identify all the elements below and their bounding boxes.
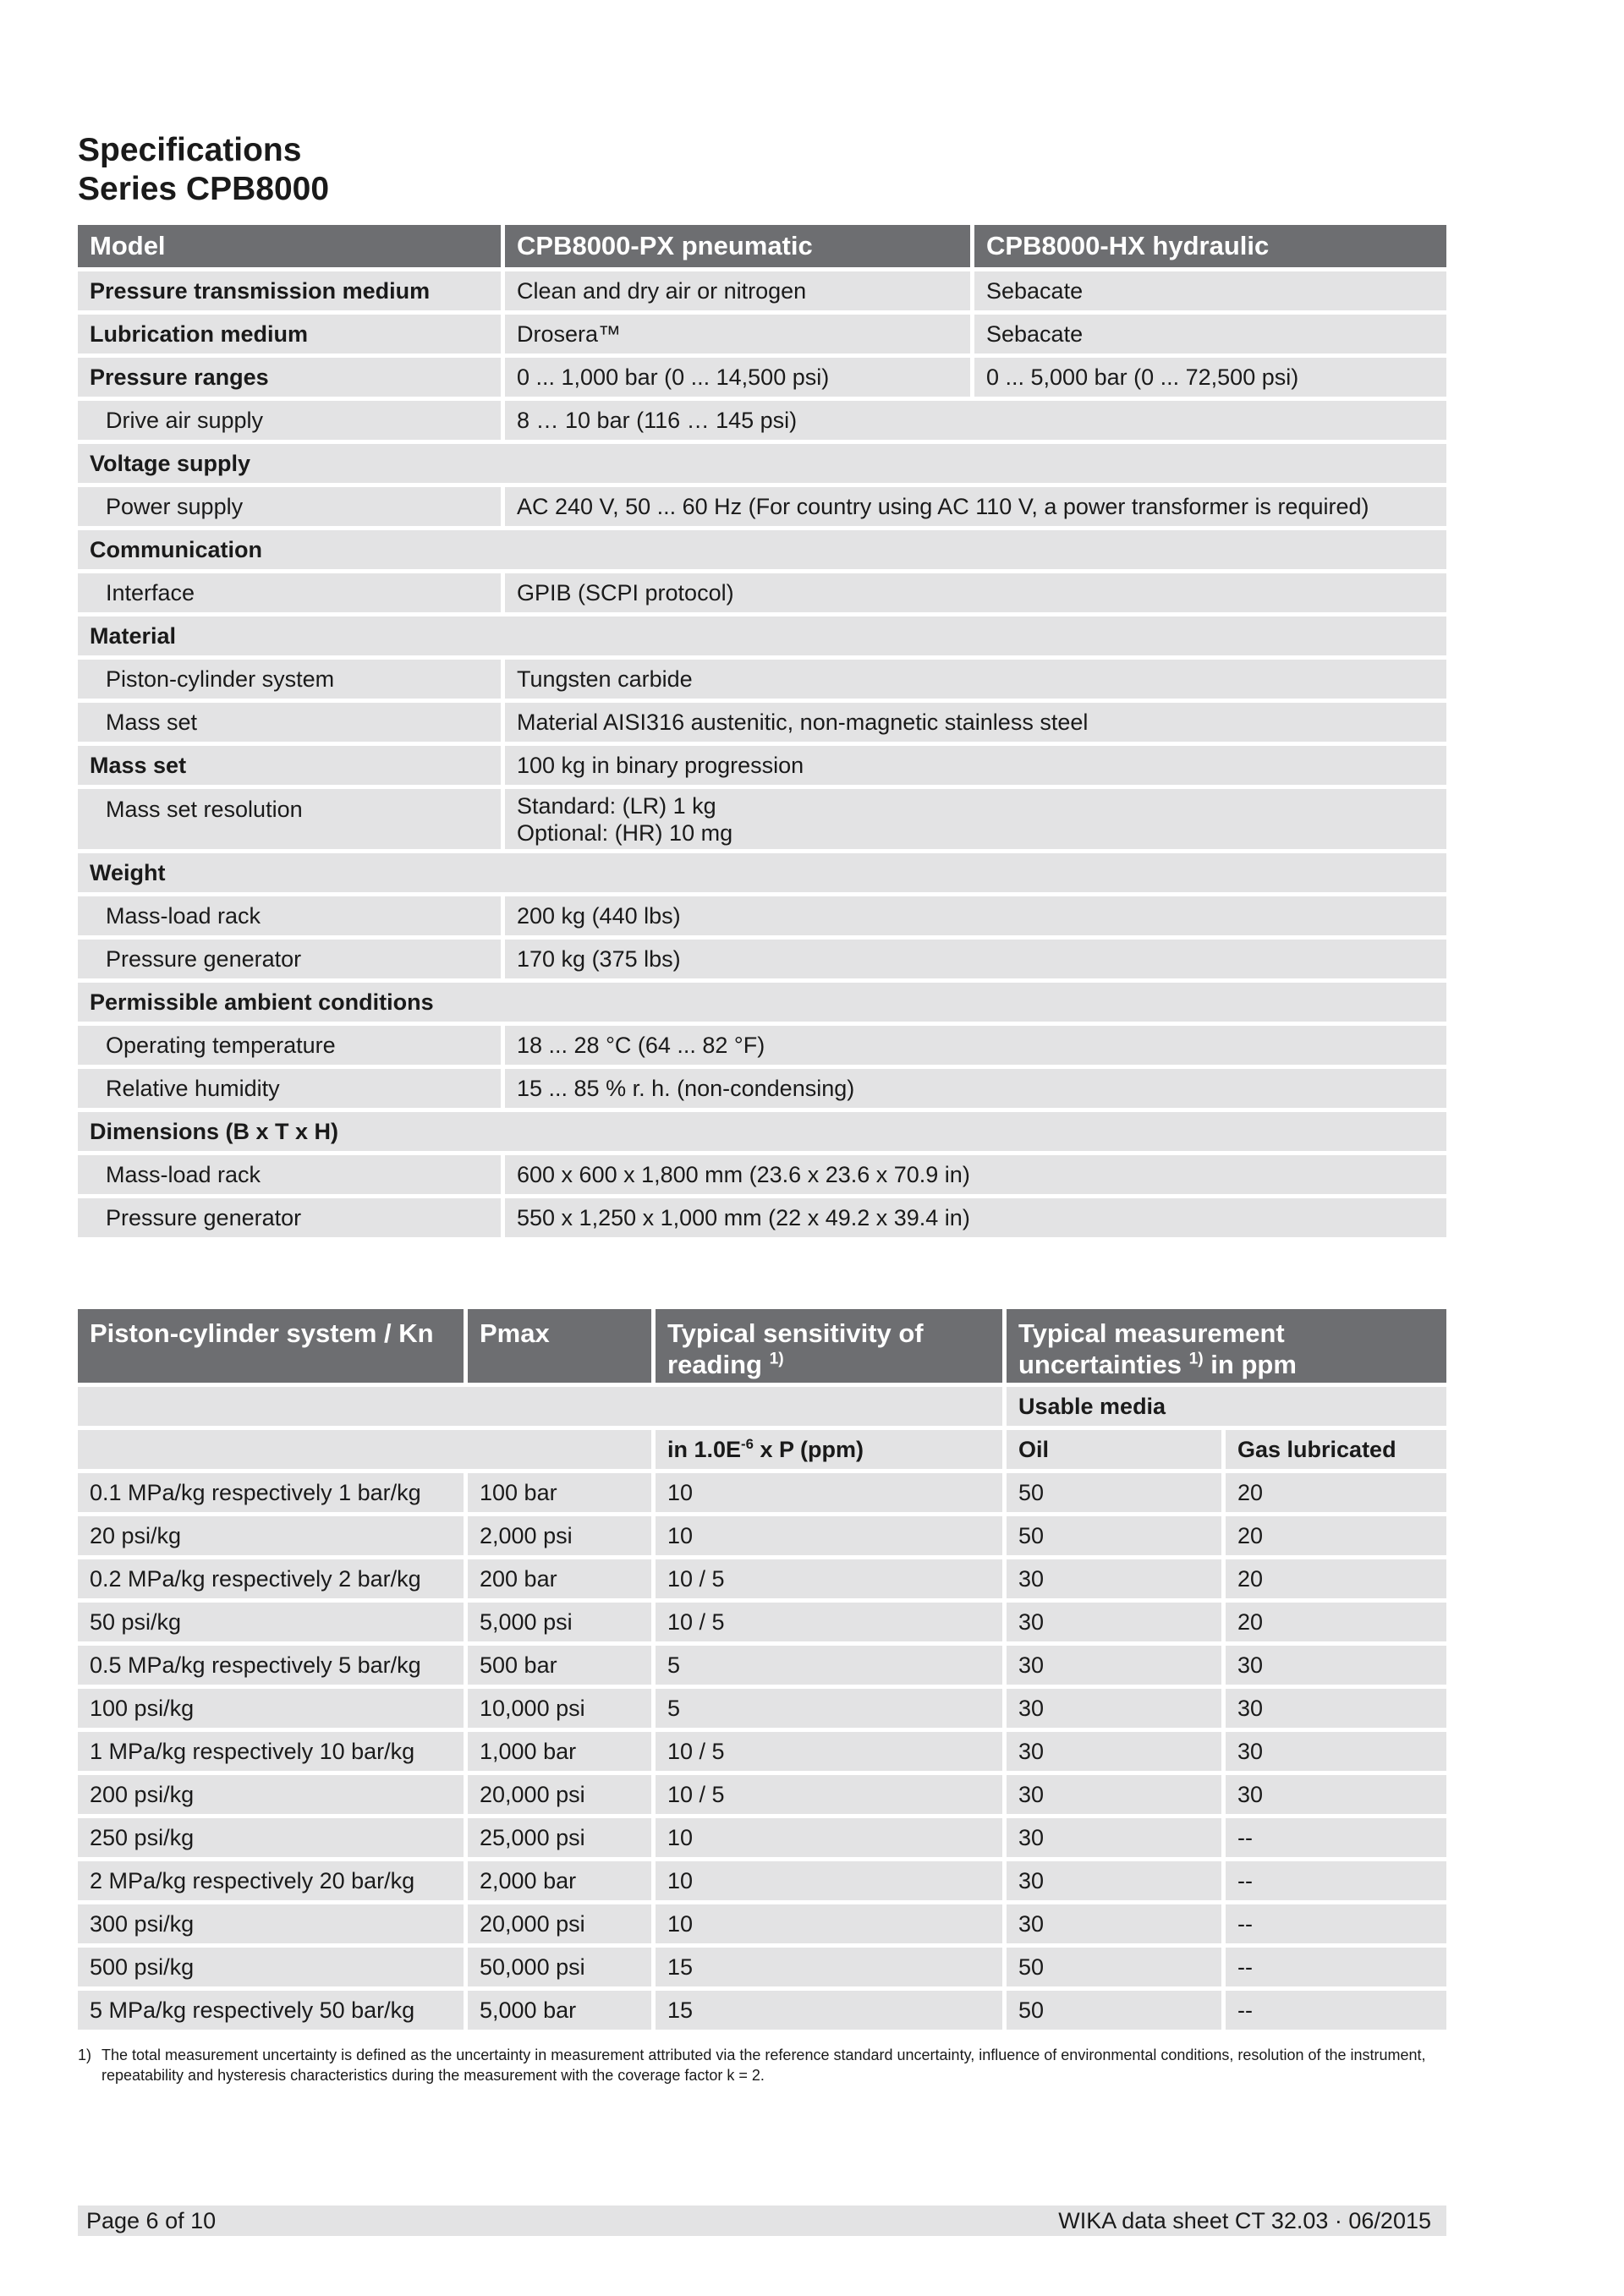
- row-label: Relative humidity: [78, 1069, 505, 1112]
- cell-system: 50 psi/kg: [78, 1603, 468, 1646]
- usable-media-label: Usable media: [1007, 1387, 1446, 1430]
- sensitivity-unit-label: [656, 1430, 1007, 1473]
- cell-system: 2 MPa/kg respectively 20 bar/kg: [78, 1861, 468, 1904]
- cell-gas: --: [1226, 1861, 1446, 1904]
- cell-pmax: 20,000 psi: [468, 1775, 656, 1818]
- sensitivity-unit-sup: -6: [741, 1435, 754, 1452]
- table-row: [78, 1948, 1446, 1991]
- table-row: [78, 1155, 1446, 1198]
- cell-gas: 20: [1226, 1559, 1446, 1603]
- cell-system: 200 psi/kg: [78, 1775, 468, 1818]
- section-row: [78, 616, 1446, 660]
- pc-header-row: [78, 1309, 1446, 1387]
- cell-gas: --: [1226, 1948, 1446, 1991]
- cell-gas: 20: [1226, 1603, 1446, 1646]
- cell-value: 15 ... 85 % r. h. (non-condensing): [505, 1069, 1446, 1112]
- page-title: [78, 131, 329, 209]
- cell-px: Clean and dry air or nitrogen: [505, 271, 974, 315]
- row-label: Mass set: [78, 746, 505, 789]
- table-row: [78, 940, 1446, 983]
- cell-sensitivity: 10: [656, 1473, 1007, 1516]
- gas-label: Gas lubricated: [1226, 1430, 1446, 1473]
- row-label: Interface: [78, 573, 505, 616]
- row-label: Pressure transmission medium: [78, 271, 505, 315]
- value-line-2: Optional: (HR) 10 mg: [517, 819, 733, 846]
- blank-cell: [78, 1387, 1007, 1430]
- cell-px: 0 ... 1,000 bar (0 ... 14,500 psi): [505, 358, 974, 401]
- cell-gas: --: [1226, 1818, 1446, 1861]
- cell-sensitivity: 10 / 5: [656, 1559, 1007, 1603]
- cell-oil: 50: [1007, 1991, 1226, 2034]
- value-line-1: Standard: (LR) 1 kg: [517, 792, 716, 819]
- header-sensitivity-text: Typical sensitivity of reading: [667, 1318, 924, 1379]
- page-number: Page 6 of 10: [86, 2207, 217, 2233]
- cell-value: AC 240 V, 50 ... 60 Hz (For country using AC 110 V, a power transformer is required): [505, 487, 1446, 530]
- piston-cylinder-table: [78, 1309, 1446, 2034]
- cell-sensitivity: 5: [656, 1646, 1007, 1689]
- cell-system: 500 psi/kg: [78, 1948, 468, 1991]
- table-row: [78, 703, 1446, 746]
- cell-sensitivity: 10: [656, 1818, 1007, 1861]
- cell-sensitivity: 15: [656, 1991, 1007, 2034]
- pc-subheader-row-2: [78, 1430, 1446, 1473]
- cell-sensitivity: 10: [656, 1861, 1007, 1904]
- cell-gas: --: [1226, 1904, 1446, 1948]
- cell-system: 1 MPa/kg respectively 10 bar/kg: [78, 1732, 468, 1775]
- cell-sensitivity: 10: [656, 1904, 1007, 1948]
- table-row: [78, 271, 1446, 315]
- cell-gas: 30: [1226, 1689, 1446, 1732]
- cell-pmax: 1,000 bar: [468, 1732, 656, 1775]
- table-row: [78, 1904, 1446, 1948]
- row-label: Mass set resolution: [78, 789, 505, 853]
- row-label: Drive air supply: [78, 401, 505, 444]
- table-row: [78, 1646, 1446, 1689]
- cell-gas: 30: [1226, 1646, 1446, 1689]
- cell-oil: 50: [1007, 1473, 1226, 1516]
- page-footer: [78, 2206, 1446, 2236]
- cell-pmax: 100 bar: [468, 1473, 656, 1516]
- table-row: [78, 573, 1446, 616]
- cell-value: 8 … 10 bar (116 … 145 psi): [505, 401, 1446, 444]
- cell-pmax: 5,000 bar: [468, 1991, 656, 2034]
- cell-gas: --: [1226, 1991, 1446, 2034]
- cell-value: 550 x 1,250 x 1,000 mm (22 x 49.2 x 39.4 in): [505, 1198, 1446, 1241]
- cell-value: 600 x 600 x 1,800 mm (23.6 x 23.6 x 70.9 in): [505, 1155, 1446, 1198]
- table-row: [78, 1991, 1446, 2034]
- cell-system: 100 psi/kg: [78, 1689, 468, 1732]
- cell-oil: 50: [1007, 1516, 1226, 1559]
- cell-value: 170 kg (375 lbs): [505, 940, 1446, 983]
- table-row: [78, 358, 1446, 401]
- cell-sensitivity: 10 / 5: [656, 1775, 1007, 1818]
- cell-system: 0.2 MPa/kg respectively 2 bar/kg: [78, 1559, 468, 1603]
- cell-system: 250 psi/kg: [78, 1818, 468, 1861]
- cell-oil: 30: [1007, 1732, 1226, 1775]
- blank-cell: [78, 1430, 656, 1473]
- cell-px: Drosera™: [505, 315, 974, 358]
- table-row: [78, 746, 1446, 789]
- table-row: [78, 896, 1446, 940]
- cell-pmax: 5,000 psi: [468, 1603, 656, 1646]
- section-label: Voltage supply: [78, 444, 1446, 487]
- footnote: [78, 2045, 1446, 2085]
- table-row: [78, 1861, 1446, 1904]
- cell-sensitivity: 10 / 5: [656, 1603, 1007, 1646]
- cell-value: 100 kg in binary progression: [505, 746, 1446, 789]
- cell-gas: 20: [1226, 1516, 1446, 1559]
- section-label: Communication: [78, 530, 1446, 573]
- header-model: Model: [78, 225, 505, 271]
- cell-oil: 30: [1007, 1861, 1226, 1904]
- cell-pmax: 500 bar: [468, 1646, 656, 1689]
- cell-gas: 20: [1226, 1473, 1446, 1516]
- cell-gas: 30: [1226, 1775, 1446, 1818]
- cell-system: 300 psi/kg: [78, 1904, 468, 1948]
- cell-pmax: 20,000 psi: [468, 1904, 656, 1948]
- table-row: [78, 1775, 1446, 1818]
- row-label: Pressure generator: [78, 940, 505, 983]
- document-reference: WIKA data sheet CT 32.03 · 06/2015: [1058, 2207, 1431, 2233]
- header-uncertainty-text-a: Typical measurement uncertainties: [1018, 1318, 1285, 1379]
- footnote-text: The total measurement uncertainty is defined as the uncertainty in measurement attributed via the reference standard uncertainty, influence of environmental conditions, resolution of the instrument, repeatability and hysteresis characteristics during the measurement with the coverage factor k = 2.: [102, 2047, 1426, 2084]
- section-label: Dimensions (B x T x H): [78, 1112, 1446, 1155]
- pc-body: [78, 1473, 1446, 2034]
- cell-pmax: 2,000 bar: [468, 1861, 656, 1904]
- header-hx: CPB8000-HX hydraulic: [974, 225, 1446, 271]
- table-row: [78, 789, 1446, 853]
- title-line-1: Specifications: [78, 132, 302, 168]
- sensitivity-unit-b: x P (ppm): [760, 1436, 864, 1462]
- cell-pmax: 25,000 psi: [468, 1818, 656, 1861]
- specifications-table: [78, 225, 1446, 1241]
- cell-value: [505, 789, 1446, 853]
- row-label: Mass-load rack: [78, 1155, 505, 1198]
- section-row: [78, 983, 1446, 1026]
- table-row: [78, 487, 1446, 530]
- row-label: Mass set: [78, 703, 505, 746]
- cell-oil: 30: [1007, 1603, 1226, 1646]
- table-row: [78, 315, 1446, 358]
- table-row: [78, 1069, 1446, 1112]
- cell-system: 0.1 MPa/kg respectively 1 bar/kg: [78, 1473, 468, 1516]
- cell-sensitivity: 5: [656, 1689, 1007, 1732]
- row-label: Operating temperature: [78, 1026, 505, 1069]
- cell-system: 5 MPa/kg respectively 50 bar/kg: [78, 1991, 468, 2034]
- section-row: [78, 853, 1446, 896]
- header-system: Piston-cylinder system / Kn: [78, 1309, 468, 1387]
- cell-sensitivity: 10 / 5: [656, 1732, 1007, 1775]
- cell-hx: Sebacate: [974, 271, 1446, 315]
- header-uncertainty: [1007, 1309, 1446, 1387]
- cell-value: GPIB (SCPI protocol): [505, 573, 1446, 616]
- cell-pmax: 50,000 psi: [468, 1948, 656, 1991]
- table-row: [78, 1026, 1446, 1069]
- table-row: [78, 401, 1446, 444]
- cell-pmax: 10,000 psi: [468, 1689, 656, 1732]
- section-row: [78, 530, 1446, 573]
- cell-oil: 30: [1007, 1818, 1226, 1861]
- cell-oil: 50: [1007, 1948, 1226, 1991]
- cell-pmax: 200 bar: [468, 1559, 656, 1603]
- cell-value: 18 ... 28 °C (64 ... 82 °F): [505, 1026, 1446, 1069]
- section-label: Material: [78, 616, 1446, 660]
- cell-system: 20 psi/kg: [78, 1516, 468, 1559]
- header-uncertainty-sup: 1): [1188, 1350, 1204, 1368]
- section-row: [78, 1112, 1446, 1155]
- header-uncertainty-text-b: in ppm: [1210, 1350, 1297, 1379]
- cell-value: Material AISI316 austenitic, non-magnetic stainless steel: [505, 703, 1446, 746]
- footnote-number: 1): [78, 2047, 92, 2063]
- header-pmax: Pmax: [468, 1309, 656, 1387]
- cell-oil: 30: [1007, 1559, 1226, 1603]
- cell-system: 0.5 MPa/kg respectively 5 bar/kg: [78, 1646, 468, 1689]
- table-row: [78, 1818, 1446, 1861]
- header-sensitivity-sup: 1): [769, 1350, 784, 1368]
- table-row: [78, 1559, 1446, 1603]
- cell-value: 200 kg (440 lbs): [505, 896, 1446, 940]
- row-label: Lubrication medium: [78, 315, 505, 358]
- table-row: [78, 1689, 1446, 1732]
- cell-gas: 30: [1226, 1732, 1446, 1775]
- table-row: [78, 1473, 1446, 1516]
- cell-sensitivity: 15: [656, 1948, 1007, 1991]
- header-sensitivity: [656, 1309, 1007, 1387]
- row-label: Mass-load rack: [78, 896, 505, 940]
- table-row: [78, 1198, 1446, 1241]
- header-px: CPB8000-PX pneumatic: [505, 225, 974, 271]
- title-line-2: Series CPB8000: [78, 171, 330, 207]
- table-row: [78, 1516, 1446, 1559]
- section-label: Weight: [78, 853, 1446, 896]
- cell-hx: Sebacate: [974, 315, 1446, 358]
- sensitivity-unit-a: in 1.0E: [667, 1436, 742, 1462]
- row-label: Pressure generator: [78, 1198, 505, 1241]
- cell-oil: 30: [1007, 1775, 1226, 1818]
- pc-subheader-row-1: [78, 1387, 1446, 1430]
- cell-oil: 30: [1007, 1689, 1226, 1732]
- cell-sensitivity: 10: [656, 1516, 1007, 1559]
- section-label: Permissible ambient conditions: [78, 983, 1446, 1026]
- row-label: Pressure ranges: [78, 358, 505, 401]
- cell-value: Tungsten carbide: [505, 660, 1446, 703]
- section-row: [78, 444, 1446, 487]
- table-row: [78, 660, 1446, 703]
- cell-oil: 30: [1007, 1646, 1226, 1689]
- table-row: [78, 1603, 1446, 1646]
- cell-hx: 0 ... 5,000 bar (0 ... 72,500 psi): [974, 358, 1446, 401]
- table-row: [78, 1732, 1446, 1775]
- oil-label: Oil: [1007, 1430, 1226, 1473]
- cell-oil: 30: [1007, 1904, 1226, 1948]
- spec-header-row: [78, 225, 1446, 271]
- row-label: Piston-cylinder system: [78, 660, 505, 703]
- cell-pmax: 2,000 psi: [468, 1516, 656, 1559]
- row-label: Power supply: [78, 487, 505, 530]
